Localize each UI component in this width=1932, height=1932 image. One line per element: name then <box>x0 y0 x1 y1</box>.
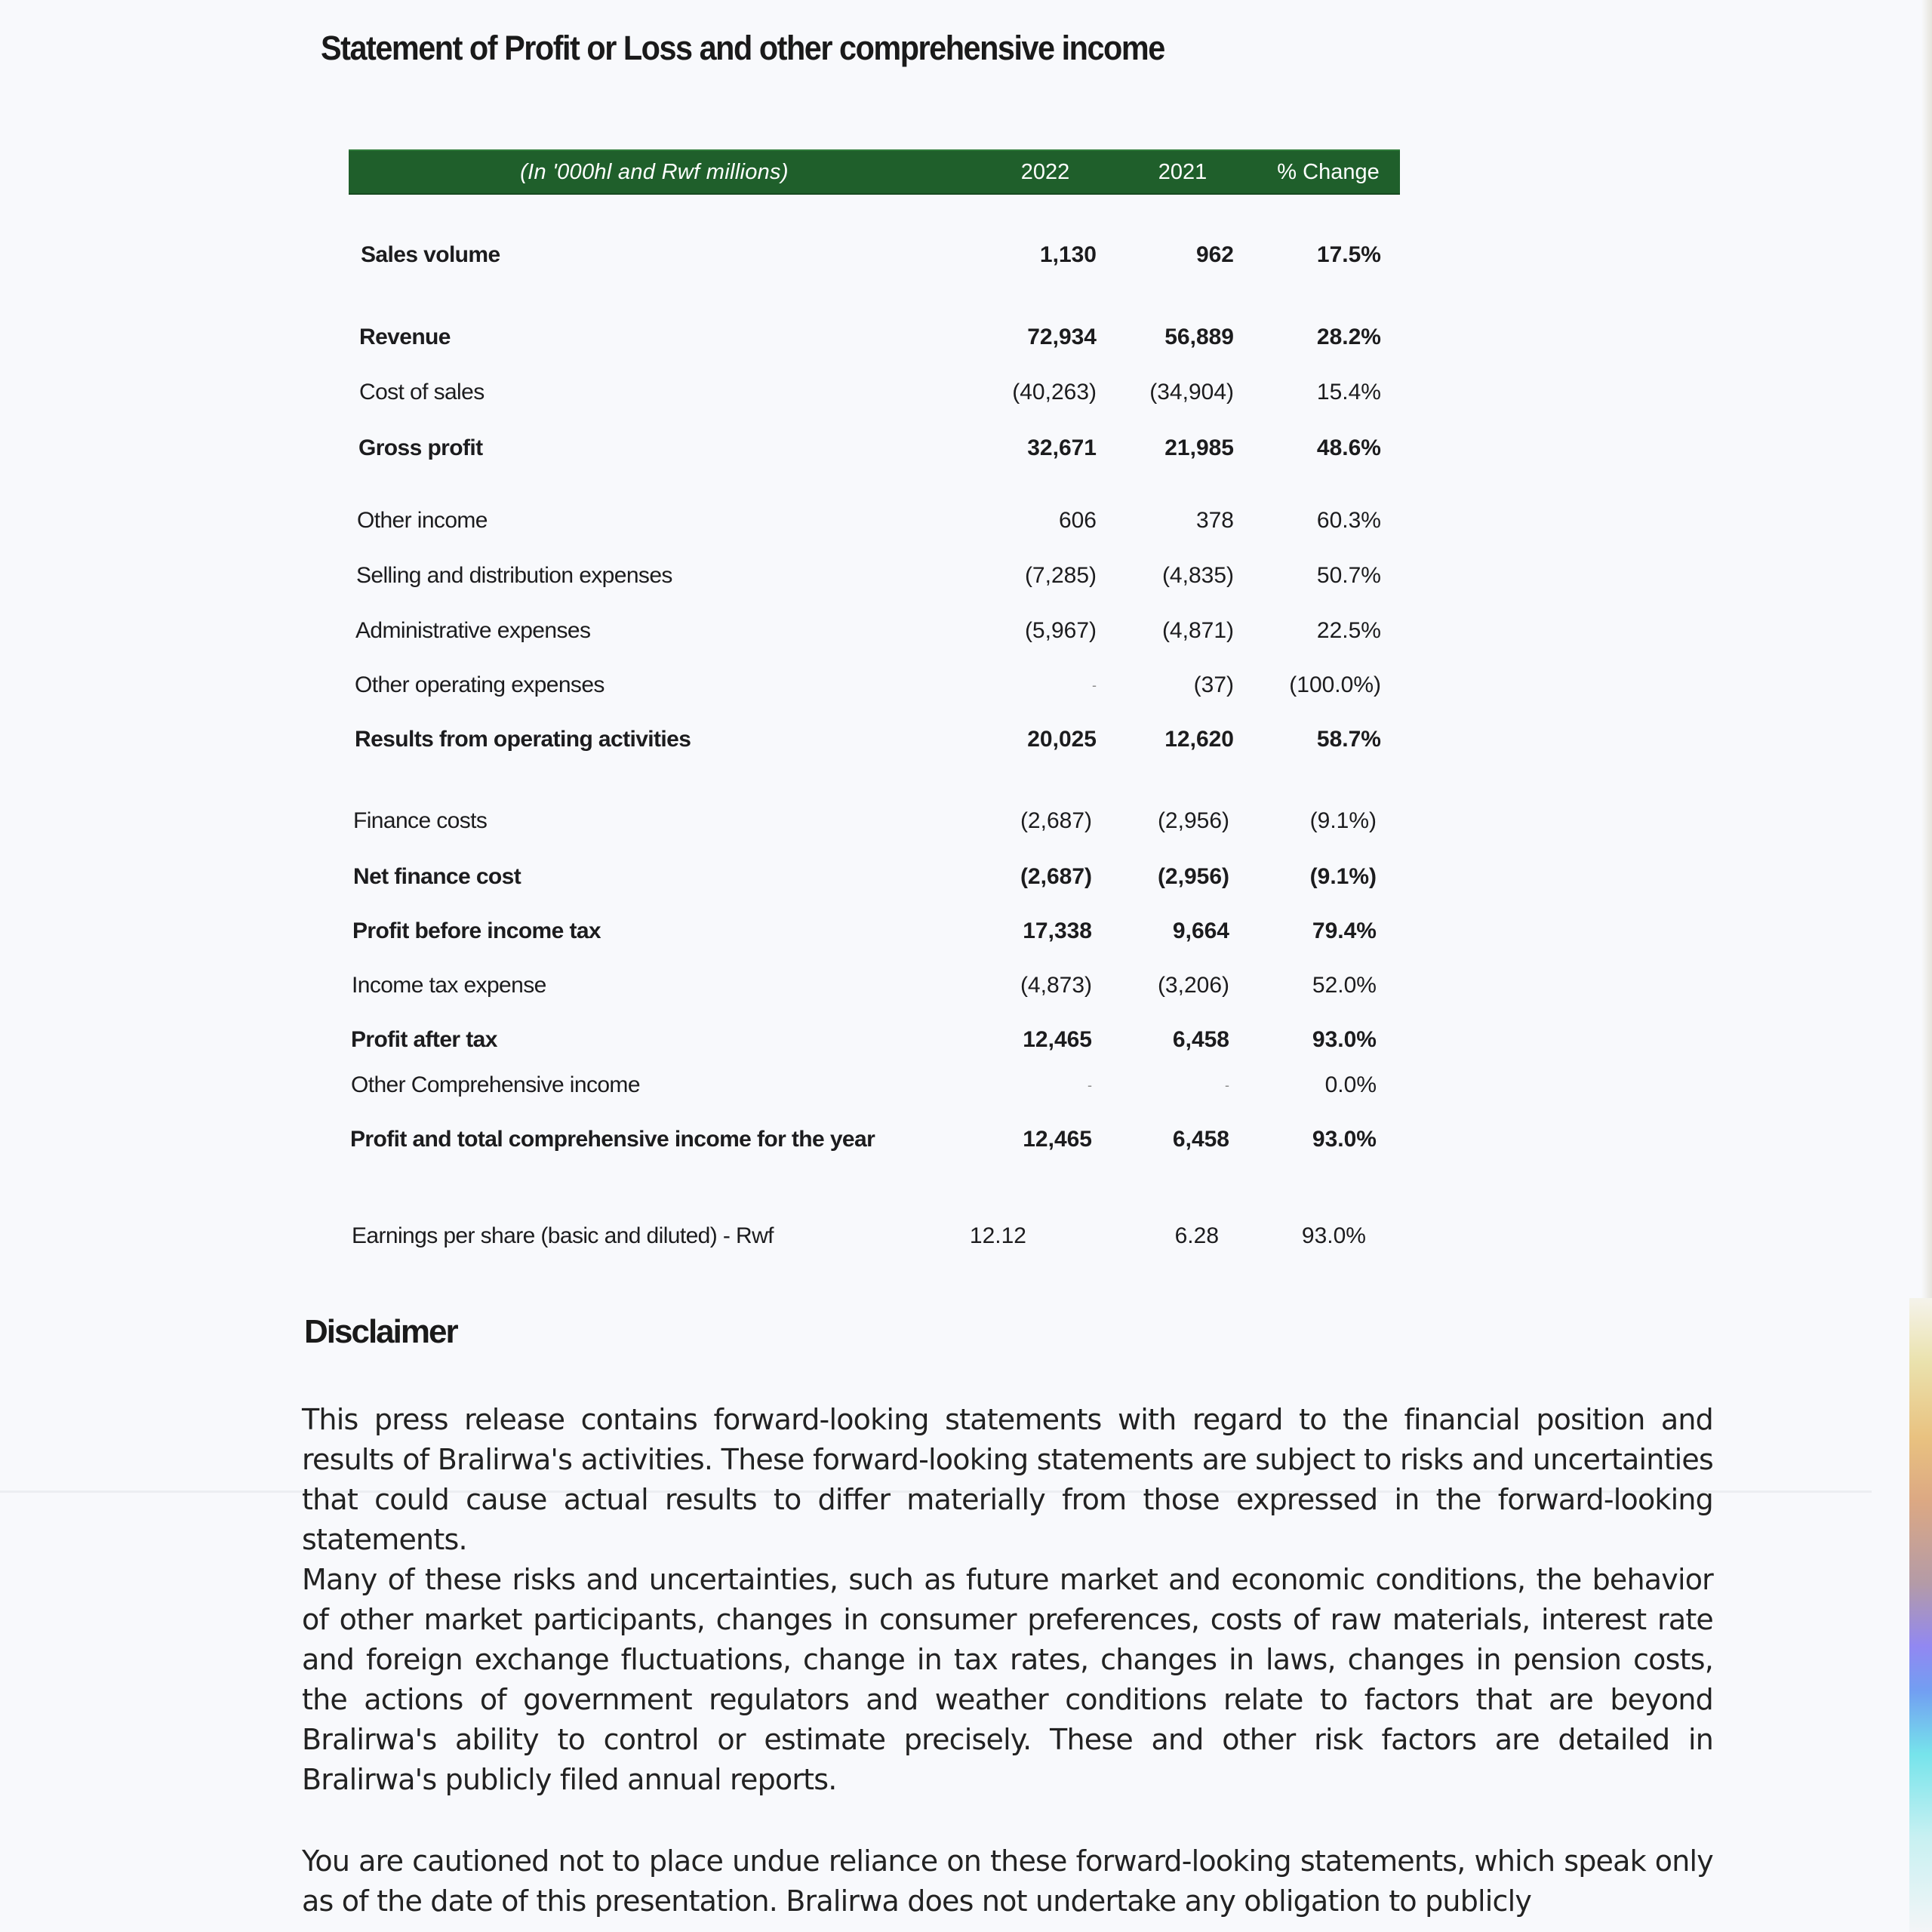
row-label: Other income <box>357 508 488 533</box>
page-title: Statement of Profit or Loss and other comprehensive income <box>321 29 1164 67</box>
row-label: Gross profit <box>358 435 483 460</box>
table-row <box>0 1121 1932 1158</box>
value-change: 93.0% <box>1312 1127 1377 1152</box>
scan-color-strip <box>1909 1298 1932 1932</box>
value-2022: (40,263) <box>1012 380 1097 405</box>
value-change: 17.5% <box>1316 242 1381 267</box>
value-change: 28.2% <box>1316 325 1381 349</box>
value-2022: - <box>1092 678 1097 693</box>
table-row <box>0 967 1932 1004</box>
value-change: 48.6% <box>1316 435 1381 460</box>
value-change: 0.0% <box>1324 1072 1377 1097</box>
value-change: (9.1%) <box>1309 808 1377 833</box>
value-change: 22.5% <box>1316 618 1381 643</box>
row-label: Sales volume <box>361 242 500 267</box>
value-2021: (34,904) <box>1149 380 1234 405</box>
table-row <box>0 666 1932 704</box>
value-2022: 72,934 <box>1027 325 1097 349</box>
value-2022: - <box>1088 1078 1092 1093</box>
value-2022: 1,130 <box>1039 242 1097 267</box>
value-2022: (2,687) <box>1020 864 1092 889</box>
table-row <box>0 318 1932 356</box>
table-row <box>0 1217 1932 1255</box>
column-header-change: % Change <box>1277 160 1380 184</box>
value-2021: 962 <box>1195 242 1234 267</box>
value-change: 52.0% <box>1312 973 1377 998</box>
value-2021: (2,956) <box>1157 864 1229 889</box>
value-2021: (3,206) <box>1157 973 1229 998</box>
units-label: (In '000hl and Rwf millions) <box>520 160 789 184</box>
value-2022: (5,967) <box>1024 618 1097 643</box>
row-label: Income tax expense <box>352 973 546 998</box>
row-label: Profit after tax <box>351 1027 497 1052</box>
value-2021: - <box>1225 1078 1229 1093</box>
value-2021: 6.28 <box>1174 1223 1219 1248</box>
row-label: Cost of sales <box>359 380 485 405</box>
table-row <box>0 858 1932 896</box>
value-change: 50.7% <box>1316 563 1381 588</box>
table-row <box>0 802 1932 840</box>
value-2021: (4,871) <box>1161 618 1234 643</box>
value-change: 58.7% <box>1316 727 1381 752</box>
disclaimer-paragraph-2: Many of these risks and uncertainties, such as future market and economic conditions, the behavior of other market participants, changes in consumer preferences, costs of raw materials, interest rate and foreign exchange fluctuations, change in tax rates, changes in laws, changes in pension costs, the actions of government regulators and weather conditions relate to factors that are beyond Bralirwa's ability to control or estimate precisely. These and other risk factors are detailed in Bralirwa's publicly filed annual reports. <box>302 1563 1713 1796</box>
table-header <box>349 149 1400 195</box>
value-2021: 12,620 <box>1164 727 1234 752</box>
value-change: 60.3% <box>1316 508 1381 533</box>
table-row <box>0 612 1932 650</box>
value-2022: 12,465 <box>1023 1127 1092 1152</box>
disclaimer-heading: Disclaimer <box>304 1313 457 1350</box>
table-row <box>0 236 1932 274</box>
value-change: (9.1%) <box>1309 864 1377 889</box>
value-2021: (2,956) <box>1157 808 1229 833</box>
value-change: 79.4% <box>1312 918 1377 943</box>
table-row <box>0 912 1932 950</box>
table-row <box>0 1066 1932 1104</box>
value-change: 93.0% <box>1312 1027 1377 1052</box>
value-2022: 12.12 <box>969 1223 1026 1248</box>
table-row <box>0 429 1932 467</box>
value-2022: 17,338 <box>1023 918 1092 943</box>
row-label: Other Comprehensive income <box>351 1072 640 1097</box>
row-label: Selling and distribution expenses <box>356 563 672 588</box>
table-row <box>0 374 1932 411</box>
row-label: Results from operating activities <box>355 727 691 752</box>
table-row <box>0 721 1932 758</box>
value-2022: 32,671 <box>1027 435 1097 460</box>
value-2022: 606 <box>1058 508 1097 533</box>
value-2022: 20,025 <box>1027 727 1097 752</box>
value-2021: 21,985 <box>1164 435 1234 460</box>
row-label: Administrative expenses <box>355 618 591 643</box>
value-2021: 6,458 <box>1172 1127 1229 1152</box>
column-header-2022: 2022 <box>1020 160 1070 184</box>
row-label: Profit before income tax <box>352 918 601 943</box>
row-label: Net finance cost <box>353 864 521 889</box>
disclaimer-paragraph-3: You are cautioned not to place undue reliance on these forward-looking statements, which speak only as of the date of this presentation. Bralirwa does not undertake any obligation to publicly <box>302 1844 1713 1918</box>
value-2022: (2,687) <box>1020 808 1092 833</box>
value-2021: 378 <box>1195 508 1234 533</box>
value-2021: 9,664 <box>1172 918 1229 943</box>
column-header-2021: 2021 <box>1158 160 1208 184</box>
value-2021: (4,835) <box>1161 563 1234 588</box>
row-label: Finance costs <box>353 808 488 833</box>
row-label: Earnings per share (basic and diluted) - Rwf <box>352 1223 774 1248</box>
value-change: (100.0%) <box>1289 672 1381 697</box>
value-2022: 12,465 <box>1023 1027 1092 1052</box>
table-row <box>0 502 1932 540</box>
disclaimer-paragraph-1: This press release contains forward-looking statements with regard to the financial position and results of Bralirwa's activities. These forward-looking statements are subject to risks and uncertainties that could cause actual results to differ materially from those expressed in the forward-looking statements. <box>302 1403 1713 1556</box>
value-2021: 6,458 <box>1172 1027 1229 1052</box>
value-change: 93.0% <box>1301 1223 1366 1248</box>
row-label: Other operating expenses <box>355 672 605 697</box>
table-row <box>0 557 1932 595</box>
value-2021: (37) <box>1193 672 1234 697</box>
value-change: 15.4% <box>1316 380 1381 405</box>
table-row <box>0 1021 1932 1059</box>
row-label: Profit and total comprehensive income for the year <box>350 1127 875 1152</box>
value-2021: 56,889 <box>1164 325 1234 349</box>
value-2022: (7,285) <box>1024 563 1097 588</box>
row-label: Revenue <box>359 325 451 349</box>
value-2022: (4,873) <box>1020 973 1092 998</box>
